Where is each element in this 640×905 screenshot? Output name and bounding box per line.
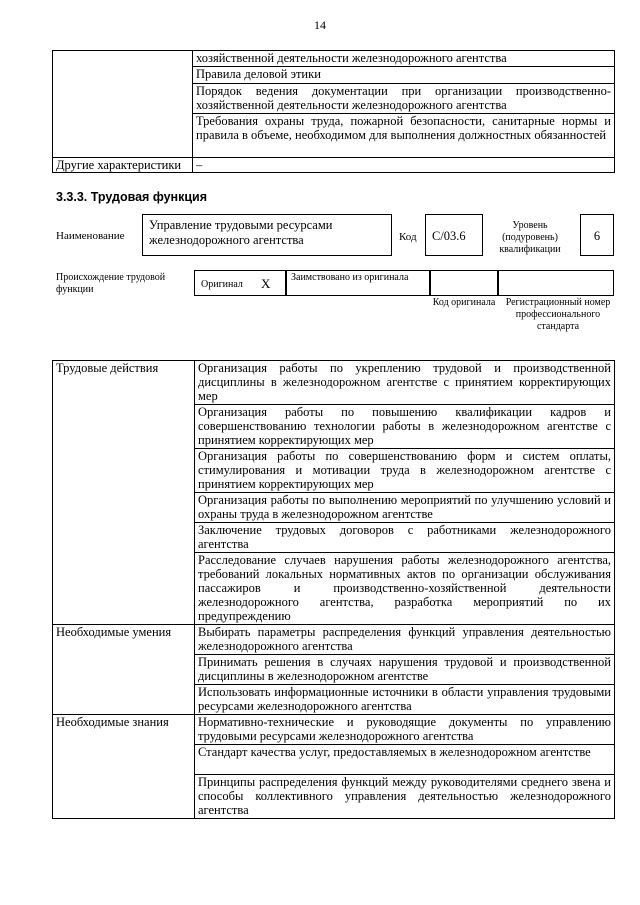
table-row: Расследование случаев нарушения работы железнодорожного агентства, требований локальных нормативных актов по организации обслуживания пассажиров и производственно-хозяйственной деятельности железнодорожного агентства, разработка мероприятий по их предупреждению	[195, 553, 615, 625]
origin-code-box	[430, 270, 498, 296]
top-table	[52, 50, 615, 173]
table-row: Правила деловой этики	[193, 67, 615, 84]
borrowed-box	[286, 270, 430, 296]
table-row: Нормативно-технические и руководящие документы по управлению трудовыми ресурсами железнодорожного агентства	[195, 715, 615, 745]
reg-number-box	[498, 270, 614, 296]
table-row: Организация работы по укреплению трудовой и производственной дисциплины в железнодорожном агентстве с принятием корректирующих мер	[195, 361, 615, 405]
required-skills-label: Необходимые умения	[53, 625, 195, 715]
table-row: Организация работы по выполнению мероприятий по улучшению условий и охраны труда в железнодорожном агентстве	[195, 493, 615, 523]
required-knowledge-label: Необходимые знания	[53, 715, 195, 819]
other-characteristics-value: –	[193, 158, 615, 173]
table-row: Заключение трудовых договоров с работниками железнодорожного агентства	[195, 523, 615, 553]
original-box	[194, 270, 286, 296]
original-label: Оригинал	[201, 279, 243, 290]
function-name-box	[142, 214, 392, 256]
table-row: хозяйственной деятельности железнодорожного агентства	[193, 51, 615, 67]
level-box	[580, 214, 614, 256]
code-label: Код	[399, 231, 417, 243]
name-label: Наименование	[56, 230, 125, 242]
page-number: 14	[314, 18, 326, 32]
table-row: Принципы распределения функций между руководителями среднего звена и способы коллективного управления деятельностью железнодорожного агентства	[195, 775, 615, 819]
table-row: Выбирать параметры распределения функций управления деятельностью железнодорожного агентства	[195, 625, 615, 655]
empty-label-cell	[53, 51, 193, 158]
borrowed-label: Заимствовано из оригинала	[291, 272, 409, 283]
origin-code-label: Код оригинала	[432, 297, 496, 308]
code-value: C/03.6	[432, 229, 466, 243]
reg-number-label: Регистрационный номер профессионального стандарта	[505, 297, 611, 332]
table-row: Порядок ведения документации при организации производственно-хозяйственной деятельности железнодорожного агентства	[193, 84, 615, 114]
original-mark: X	[261, 276, 271, 291]
table-row: Принимать решения в случаях нарушения трудовой и производственной дисциплины в железнодорожном агентстве	[195, 655, 615, 685]
main-table	[52, 360, 615, 819]
level-value: 6	[593, 229, 601, 243]
section-title: 3.3.3. Трудовая функция	[56, 190, 208, 204]
table-row: Стандарт качества услуг, предоставляемых в железнодорожном агентстве	[195, 745, 615, 775]
other-characteristics-label: Другие характеристики	[53, 158, 193, 173]
function-name-value: Управление трудовыми ресурсами железнодорожного агентства	[149, 218, 333, 247]
labor-actions-label: Трудовые действия	[53, 361, 195, 625]
code-box	[425, 214, 483, 256]
table-row: Использовать информационные источники в области управления трудовыми ресурсами железнодорожного агентства	[195, 685, 615, 715]
level-label: Уровень (подуровень) квалификации	[499, 220, 561, 255]
table-row: Организация работы по совершенствованию форм и систем оплаты, стимулирования и мотивации труда в железнодорожном агентстве с принятием корректирующих мер	[195, 449, 615, 493]
table-row: Организация работы по повышению квалификации кадров и совершенствованию технологии работы в железнодорожном агентстве с принятием корректирующих мер	[195, 405, 615, 449]
origin-label: Происхождение трудовой функции	[56, 272, 166, 295]
table-row: Требования охраны труда, пожарной безопасности, санитарные нормы и правила в объеме, необходимом для выполнения должностных обязанностей	[193, 114, 615, 158]
